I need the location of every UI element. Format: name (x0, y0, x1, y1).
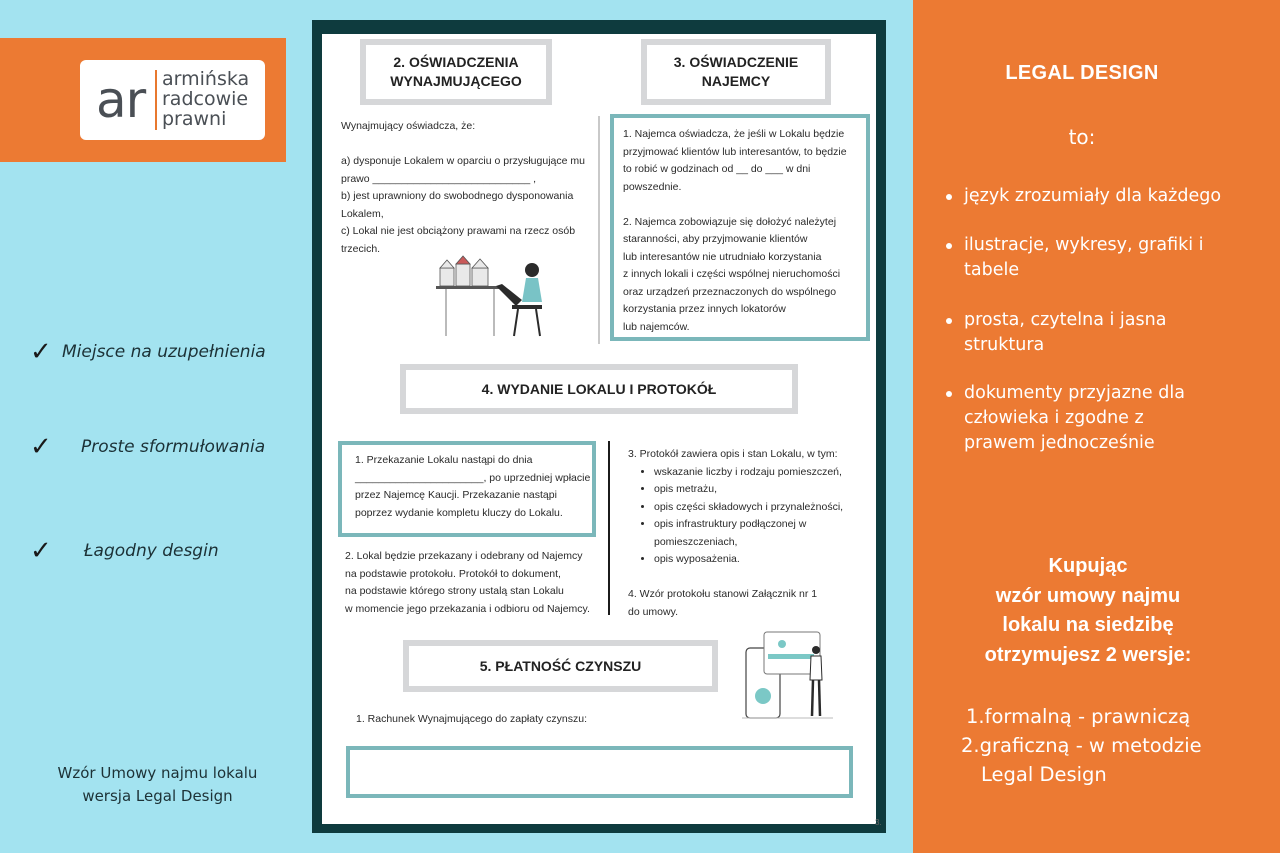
protocol-list (628, 464, 843, 569)
text-line: na podstawie którego strony ustalą stan Lokalu (345, 585, 564, 597)
text-line: staranności, aby przyjmowanie klientów (623, 233, 808, 245)
list-item: • opis infrastruktury podłączonej w (654, 516, 843, 534)
bullet-dot-icon (946, 194, 952, 200)
text-line: w momencie jego przekazania i odbioru od Najemcy. (345, 602, 590, 615)
text-line: na podstawie protokołu. Protokół to dokument, (345, 567, 561, 580)
text-line: przyjmować klientów lub interesantów, to będzie (623, 145, 847, 158)
panel-title: LEGAL DESIGN (1005, 62, 1159, 84)
promo-line: wzór umowy najmu (995, 584, 1181, 607)
section-4-left-text (345, 548, 590, 618)
payment-illustration (740, 630, 835, 722)
text-line (623, 196, 847, 214)
text-line: prawo ___________________________ , (341, 172, 537, 185)
section-5-heading (409, 646, 712, 686)
text-line: korzystania przez innych lokatorów (623, 303, 786, 315)
text-line: przez Najemcę Kaucji. Przekazanie nastąpi (355, 489, 557, 501)
bullet-dot-icon (946, 391, 952, 397)
logo-line: radcowie (162, 88, 249, 110)
bullet-text: prawem jednocześnie (964, 433, 1155, 453)
bullet-dot-icon (946, 243, 952, 249)
bullet-text: ilustracje, wykresy, grafiki i (964, 235, 1204, 255)
version-item (966, 702, 1190, 731)
promo-line: otrzymujesz 2 wersje: (984, 643, 1192, 666)
list-item: • opis wyposażenia. (654, 551, 843, 569)
text-line: oraz urządzeń przeznaczonych do wspólnego (623, 285, 837, 298)
version-line: Legal Design (981, 763, 1107, 786)
version-line: 1.formalną - prawniczą (966, 705, 1191, 728)
logo-line: armińska (162, 68, 250, 90)
heading-line: NAJEMCY (701, 73, 771, 89)
text-line (628, 569, 843, 587)
text-line: do umowy. (628, 605, 678, 618)
text-line: lub najemców. (623, 320, 690, 333)
checkmark-icon: ✓ (30, 337, 52, 367)
heading-line: 2. OŚWIADCZENIA (393, 54, 519, 70)
column-divider (608, 441, 610, 615)
list-item: • wskazanie liczby i rodzaju pomieszczeń, (654, 464, 843, 482)
section-2-text (341, 118, 585, 258)
text-line: lub interesantów nie utrudniało korzystania (623, 250, 822, 263)
version-line: 2.graficzną - w metodzie (961, 734, 1202, 757)
text-line: a) dysponuje Lokalem w oparciu o przysługujące mu (341, 155, 585, 167)
section-4-right-text (628, 446, 843, 621)
feature-label: Łagodny desgin (84, 541, 219, 561)
bullet-dot-icon (946, 318, 952, 324)
feature-label: Miejsce na uzupełnienia (62, 342, 266, 362)
caption-line: Wzór Umowy najmu lokalu (57, 764, 258, 782)
text-line: 1. Rachunek Wynajmującego do zapłaty czynszu: (356, 713, 588, 725)
heading-line: 4. WYDANIE LOKALU I PROTOKÓŁ (481, 380, 717, 397)
text-line: Wynajmujący oświadcza, że: (341, 120, 476, 132)
list-item: • opis części składowych i przynależności, (654, 499, 843, 517)
bullet-item (946, 308, 1246, 358)
section-5-text (356, 711, 587, 729)
feature-label: Proste sformułowania (81, 437, 266, 457)
panel-subtitle: to: (1068, 125, 1096, 149)
bullet-text: struktura (964, 335, 1045, 355)
bullet-text: język zrozumiały dla każdego (964, 186, 1222, 206)
promo-text (913, 552, 1263, 670)
bullet-text: tabele (964, 260, 1020, 280)
logo-divider (155, 70, 157, 130)
logo-wordmark (162, 69, 249, 129)
section-3-heading (647, 45, 825, 99)
text-line: powszednie. (623, 180, 682, 193)
promo-line: Kupując (1048, 555, 1128, 577)
section-2-heading (366, 45, 546, 99)
text-line: b) jest uprawniony do swobodnego dysponowania (341, 190, 574, 202)
text-line: 2. Najemca zobowiązuje się dołożyć należytej (623, 215, 837, 228)
list-item: • opis metrażu, (654, 481, 843, 499)
text-line (341, 136, 585, 154)
heading-line: 5. PŁATNOŚĆ CZYNSZU (479, 657, 642, 674)
bullet-item (946, 381, 1246, 456)
text-line: 3. Protokół zawiera opis i stan Lokalu, w tym: (628, 448, 838, 460)
checkmark-icon: ✓ (30, 432, 52, 462)
heading-line: WYNAJMUJĄCEGO (390, 73, 522, 89)
woman-at-desk-illustration (432, 250, 552, 340)
bullet-text: człowieka i zgodne z (964, 408, 1144, 428)
section-4-box-text (355, 452, 590, 522)
caption (30, 762, 285, 808)
text-line: trzecich. (341, 242, 381, 255)
section-3-text (623, 126, 847, 336)
page-number: 3. (875, 818, 882, 827)
text-line: 4. Wzór protokołu stanowi Załącznik nr 1 (628, 588, 818, 600)
text-line: ______________________, po uprzedniej wpłacie (355, 471, 591, 484)
text-line: poprzez wydanie kompletu kluczy do Lokalu. (355, 506, 563, 519)
text-line: to robić w godzinach od __ do ___ w dni (623, 163, 811, 175)
text-line: 2. Lokal będzie przekazany i odebrany od Najemcy (345, 550, 583, 562)
list-item: pomieszczeniach, (654, 535, 738, 548)
house-models-icon (440, 256, 488, 286)
section-4-heading (406, 370, 792, 408)
text-line: Lokalem, (341, 207, 384, 220)
bullet-text: dokumenty przyjazne dla (964, 383, 1185, 403)
logo-line: prawni (162, 108, 227, 130)
bullet-item (946, 233, 1246, 283)
checkmark-icon: ✓ (30, 536, 52, 566)
promo-line: lokalu na siedzibę (1002, 614, 1174, 636)
version-item (961, 731, 1202, 789)
caption-line: wersja Legal Design (82, 787, 233, 805)
logo-monogram: ar (96, 71, 146, 129)
bullet-item (946, 184, 1246, 209)
text-line: z innych lokali i części wspólnej nieruchomości (623, 268, 841, 280)
column-divider (598, 116, 600, 344)
text-line: c) Lokal nie jest obciążony prawami na rzecz osób (341, 225, 576, 237)
text-line: 1. Przekazanie Lokalu nastąpi do dnia (355, 454, 533, 466)
account-number-field (346, 746, 853, 798)
text-line: 1. Najemca oświadcza, że jeśli w Lokalu będzie (623, 128, 845, 140)
bullet-text: prosta, czytelna i jasna (964, 310, 1167, 330)
heading-line: 3. OŚWIADCZENIE (673, 54, 799, 70)
